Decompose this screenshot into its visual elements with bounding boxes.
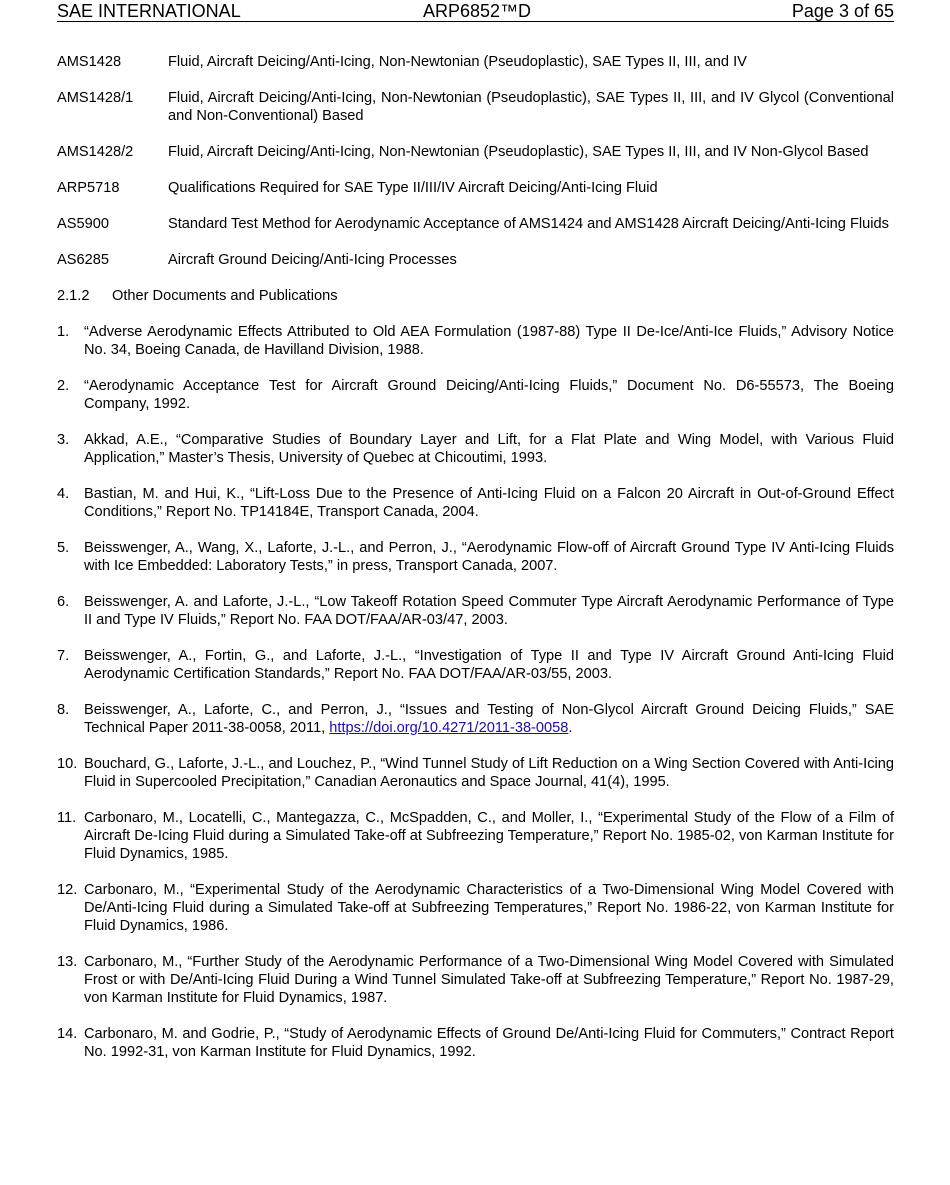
reference-text <box>84 485 894 521</box>
standard-title: Qualifications Required for SAE Type II/III/IV Aircraft Deicing/Anti-Icing Fluid <box>168 180 658 196</box>
reference-number: 2. <box>57 378 70 394</box>
reference-number: 5. <box>57 540 70 556</box>
standard-entry <box>57 89 894 125</box>
standard-code: AMS1428/2 <box>57 144 134 160</box>
reference-number: 12. <box>57 882 78 898</box>
reference-item <box>57 1025 894 1061</box>
standard-entry <box>57 143 894 161</box>
section-number: 2.1.2 <box>57 288 90 304</box>
reference-number: 10. <box>57 756 78 772</box>
reference-text <box>84 881 894 935</box>
header-organization: SAE INTERNATIONAL <box>57 1 241 21</box>
reference-citation: Bastian, M. and Hui, K., “Lift-Loss Due to the Presence of Anti-Icing Fluid on a Falcon 20 Aircraft in Out-of-Ground Effect Conditions,” Report No. TP14184E, Transport Canada, 2004. <box>84 486 894 520</box>
standard-entry <box>57 179 894 197</box>
reference-item <box>57 701 894 737</box>
page-header <box>57 0 894 22</box>
reference-citation: Bouchard, G., Laforte, J.-L., and Louchez, P., “Wind Tunnel Study of Lift Reduction on a Wing Section Covered with Anti-Icing Fluid in Supercooled Precipitation,” Canadian Aeronautics and Space Journal, 41(4), 1995. <box>84 756 894 790</box>
reference-trailing-text: . <box>568 720 573 736</box>
reference-text <box>84 953 894 1007</box>
standard-title: Standard Test Method for Aerodynamic Acceptance of AMS1424 and AMS1428 Aircraft Deicing/Anti-Icing Fluids <box>168 216 889 232</box>
standard-code: AMS1428/1 <box>57 90 134 106</box>
reference-text <box>84 323 894 359</box>
reference-number: 4. <box>57 486 70 502</box>
reference-text <box>84 809 894 863</box>
reference-item <box>57 539 894 575</box>
reference-text <box>84 539 894 575</box>
reference-item <box>57 431 894 467</box>
standard-code: ARP5718 <box>57 180 120 196</box>
reference-citation: Carbonaro, M., Locatelli, C., Mantegazza, C., McSpadden, C., and Moller, I., “Experimental Study of the Flow of a Film of Aircraft De-Icing Fluid during a Simulated Take-off at Subfreezing Temperature,” Report No. 1985-02, von Karman Institute for Fluid Dynamics, 1985. <box>84 810 894 862</box>
reference-item <box>57 647 894 683</box>
reference-item <box>57 593 894 629</box>
standard-title: Aircraft Ground Deicing/Anti-Icing Processes <box>168 252 457 268</box>
reference-item <box>57 377 894 413</box>
standards-list <box>57 53 894 269</box>
standard-code: AS5900 <box>57 216 109 232</box>
reference-citation: Beisswenger, A., Wang, X., Laforte, J.-L., and Perron, J., “Aerodynamic Flow-off of Aircraft Ground Type IV Anti-Icing Fluids with Ice Embedded: Laboratory Tests,” in press, Transport Canada, 2007. <box>84 540 894 574</box>
reference-number: 8. <box>57 702 70 718</box>
reference-citation: Beisswenger, A. and Laforte, J.-L., “Low Takeoff Rotation Speed Commuter Type Aircraft Aerodynamic Performance of Type II and Type IV Fluids,” Report No. FAA DOT/FAA/AR-03/47, 2003. <box>84 594 894 628</box>
header-document-number: ARP6852™D <box>423 1 532 21</box>
reference-item <box>57 755 894 791</box>
references-list <box>57 323 894 1061</box>
reference-text <box>84 701 894 737</box>
reference-citation: “Aerodynamic Acceptance Test for Aircraft Ground Deicing/Anti-Icing Fluids,” Document No. D6-55573, The Boeing Company, 1992. <box>84 378 894 412</box>
header-page-number: Page 3 of 65 <box>791 1 894 21</box>
reference-number: 3. <box>57 432 70 448</box>
reference-citation: Beisswenger, A., Fortin, G., and Laforte, J.-L., “Investigation of Type II and Type IV Aircraft Ground Anti-Icing Fluid Aerodynamic Certification Standards,” Report No. FAA DOT/FAA/AR-03/55, 2003. <box>84 648 894 682</box>
reference-citation: Carbonaro, M., “Further Study of the Aerodynamic Performance of a Two-Dimensional Wing Model Covered with Simulated Frost or with De/Anti-Icing Fluid During a Wind Tunnel Simulated Take-off at Subfreezing Temperature,” Report No. 1987-29, von Karman Institute for Fluid Dynamics, 1987. <box>84 954 894 1006</box>
standard-title: Fluid, Aircraft Deicing/Anti-Icing, Non-Newtonian (Pseudoplastic), SAE Types II, III, and IV Glycol (Conventional and Non-Conventional) Based <box>168 90 894 124</box>
reference-item <box>57 881 894 935</box>
reference-citation: Carbonaro, M., “Experimental Study of the Aerodynamic Characteristics of a Two-Dimensional Wing Model Covered with De/Anti-Icing Fluid during a Simulated Take-off at Subfreezing Temperatures,” Report No. 1986-22, von Karman Institute for Fluid Dynamics, 1986. <box>84 882 894 934</box>
reference-number: 14. <box>57 1026 78 1042</box>
document-body <box>57 53 894 1079</box>
standard-entry <box>57 251 894 269</box>
reference-citation: Akkad, A.E., “Comparative Studies of Boundary Layer and Lift, for a Flat Plate and Wing Model, with Various Fluid Application,” Master’s Thesis, University of Quebec at Chicoutimi, 1993. <box>84 432 894 466</box>
reference-item <box>57 323 894 359</box>
reference-text <box>84 755 894 791</box>
reference-number: 6. <box>57 594 70 610</box>
reference-citation: Carbonaro, M. and Godrie, P., “Study of Aerodynamic Effects of Ground De/Anti-Icing Fluid for Commuters,” Contract Report No. 1992-31, von Karman Institute for Fluid Dynamics, 1992. <box>84 1026 894 1060</box>
standard-title: Fluid, Aircraft Deicing/Anti-Icing, Non-Newtonian (Pseudoplastic), SAE Types II, III, and IV <box>168 54 747 70</box>
reference-text <box>84 377 894 413</box>
standard-title: Fluid, Aircraft Deicing/Anti-Icing, Non-Newtonian (Pseudoplastic), SAE Types II, III, and IV Non-Glycol Based <box>168 144 869 160</box>
standard-code: AMS1428 <box>57 54 122 70</box>
reference-text <box>84 647 894 683</box>
reference-item <box>57 809 894 863</box>
reference-text <box>84 593 894 629</box>
reference-text <box>84 431 894 467</box>
reference-number: 13. <box>57 954 78 970</box>
reference-citation: “Adverse Aerodynamic Effects Attributed to Old AEA Formulation (1987-88) Type II De-Ice/Anti-Ice Fluids,” Advisory Notice No. 34, Boeing Canada, de Havilland Division, 1988. <box>84 324 894 358</box>
reference-item <box>57 953 894 1007</box>
standard-code: AS6285 <box>57 252 109 268</box>
reference-number: 1. <box>57 324 70 340</box>
reference-number: 11. <box>57 810 77 826</box>
reference-number: 7. <box>57 648 70 664</box>
reference-text <box>84 1025 894 1061</box>
doi-link[interactable]: https://doi.org/10.4271/2011-38-0058 <box>329 720 569 736</box>
standard-entry <box>57 215 894 233</box>
standard-entry <box>57 53 894 71</box>
section-heading <box>57 287 894 305</box>
section-title: Other Documents and Publications <box>112 288 338 304</box>
reference-item <box>57 485 894 521</box>
reference-citation: Beisswenger, A., Laforte, C., and Perron, J., “Issues and Testing of Non-Glycol Aircraft Ground Deicing Fluids,” SAE Technical Paper 2011-38-0058, 2011, <box>84 702 894 736</box>
